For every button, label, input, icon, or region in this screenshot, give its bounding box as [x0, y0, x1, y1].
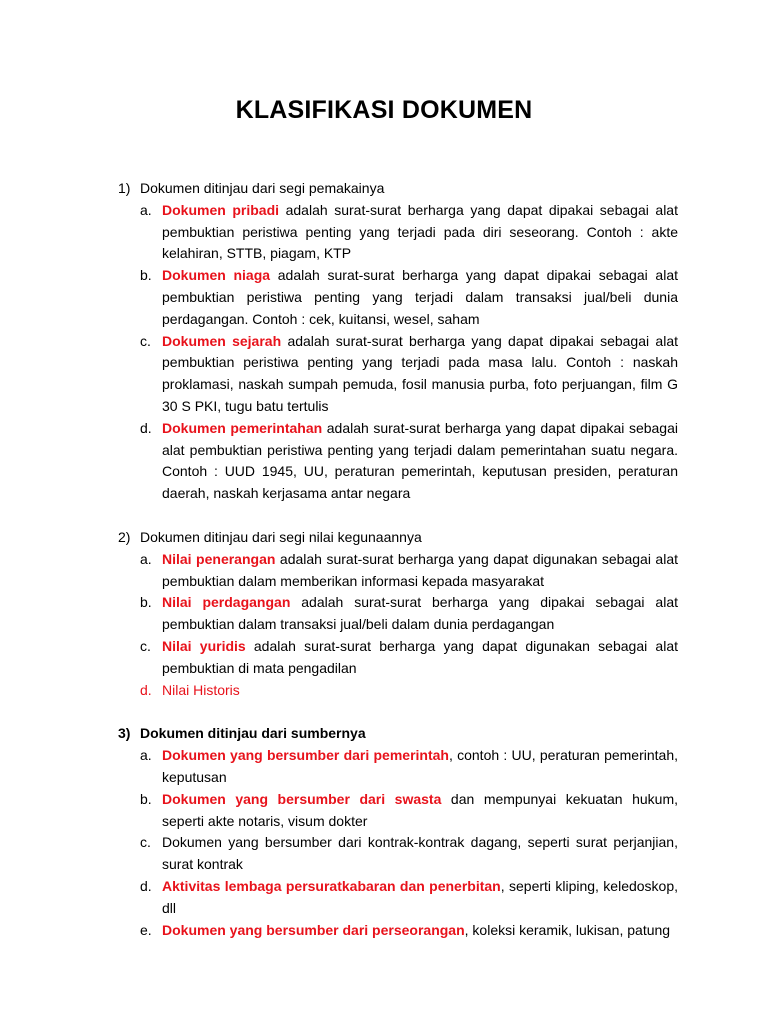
item-letter: d. — [140, 877, 152, 894]
list-item — [140, 200, 678, 265]
item-text: adalah surat-surat berharga yang dipakai sebagai alat pembuktian dalam transaksi jual/beli dalam dunia perdagangan — [162, 594, 678, 633]
item-list — [118, 745, 678, 941]
item-term: Nilai penerangan — [162, 550, 276, 567]
item-letter: b. — [140, 790, 152, 807]
section-heading-text: Dokumen ditinjau dari sumbernya — [140, 725, 366, 742]
list-item — [140, 418, 678, 505]
section-number: 1) — [118, 180, 131, 196]
section-usage — [118, 178, 678, 505]
list-item — [140, 789, 678, 833]
document-content — [118, 178, 678, 941]
item-term: Dokumen yang bersumber dari swasta — [162, 790, 442, 807]
item-text: , koleksi keramik, lukisan, patung — [464, 921, 671, 938]
item-term: Dokumen pemerintahan — [162, 419, 323, 436]
section-heading-text: Dokumen ditinjau dari segi pemakainya — [140, 180, 385, 196]
item-letter: a. — [140, 550, 152, 567]
item-list — [118, 200, 678, 505]
item-text: , seperti kliping, keledoskop, dll — [162, 877, 679, 916]
item-text: adalah surat-surat berharga yang dapat digunakan sebagai alat pembuktian dalam memberikan informasi kepada masyarakat — [162, 550, 678, 589]
item-term: Nilai yuridis — [162, 637, 246, 654]
item-term: Nilai perdagangan — [162, 594, 291, 611]
item-term: Dokumen niaga — [162, 267, 271, 284]
item-letter: c. — [140, 834, 151, 851]
section-source — [118, 723, 678, 941]
item-text: adalah surat-surat berharga yang dapat dipakai sebagai alat pembuktian peristiwa penting yang terjadi pada masa lalu. Contoh : naskah proklamasi, naskah sumpah pemuda, fosil manusia purba, foto perjuangan, film G 30 S PKI, tugu batu tertulis — [162, 332, 678, 414]
section-value — [118, 527, 678, 701]
document-title: KLASIFIKASI DOKUMEN — [235, 96, 533, 124]
section-spacer — [118, 701, 678, 723]
section-heading — [118, 178, 678, 200]
item-text: Nilai Historis — [162, 681, 240, 698]
item-letter: b. — [140, 267, 152, 284]
list-item — [140, 592, 678, 636]
item-text: adalah surat-surat berharga yang dapat digunakan sebagai alat pembuktian di mata pengadilan — [162, 637, 678, 676]
item-list — [118, 549, 678, 702]
section-number: 3) — [118, 725, 131, 742]
item-letter: a. — [140, 747, 152, 764]
item-text: Dokumen yang bersumber dari kontrak-kontrak dagang, seperti surat perjanjian, surat kontrak — [162, 834, 678, 873]
section-spacer — [118, 505, 678, 527]
item-letter: e. — [140, 921, 152, 938]
item-text: adalah surat-surat berharga yang dapat dipakai sebagai alat pembuktian peristiwa penting yang terjadi pada diri seseorang. Contoh : akte kelahiran, STTB, piagam, KTP — [162, 201, 678, 262]
list-item — [140, 680, 678, 702]
list-item — [140, 549, 678, 593]
section-heading — [118, 527, 678, 549]
item-letter: d. — [140, 419, 152, 436]
section-heading-text: Dokumen ditinjau dari segi nilai kegunaannya — [140, 528, 422, 545]
list-item — [140, 745, 678, 789]
item-term: Dokumen pribadi — [162, 201, 280, 218]
item-letter: c. — [140, 332, 151, 349]
item-letter: c. — [140, 637, 151, 654]
item-letter: b. — [140, 594, 152, 611]
list-item — [140, 876, 678, 920]
item-text: adalah surat-surat berharga yang dapat dipakai sebagai alat pembuktian peristiwa penting yang terjadi dalam pemerintahan suatu negara. Contoh : UUD 1945, UU, peraturan pemerintah, keputusan presiden, peraturan daerah, naskah kerjasama antar negara — [162, 419, 678, 502]
list-item — [140, 331, 678, 418]
item-term: Dokumen sejarah — [162, 332, 282, 349]
item-term: Aktivitas lembaga persuratkabaran dan penerbitan — [162, 877, 501, 894]
list-item — [140, 920, 678, 942]
section-heading — [118, 723, 678, 745]
list-item — [140, 265, 678, 330]
item-text: adalah surat-surat berharga yang dapat dipakai sebagai alat pembuktian peristiwa penting yang terjadi dalam transaksi jual/beli dunia perdagangan. Contoh : cek, kuitansi, wesel, saham — [162, 267, 679, 327]
item-term: Dokumen yang bersumber dari pemerintah — [162, 747, 449, 764]
list-item — [140, 636, 678, 680]
section-number: 2) — [118, 528, 131, 545]
item-letter: d. — [140, 681, 152, 698]
item-text: dan mempunyai kekuatan hukum, seperti akte notaris, visum dokter — [162, 790, 678, 829]
item-letter: a. — [140, 201, 152, 218]
item-text: , contoh : UU, peraturan pemerintah, keputusan — [162, 747, 678, 785]
item-term: Dokumen yang bersumber dari perseorangan — [162, 921, 465, 938]
list-item — [140, 832, 678, 876]
